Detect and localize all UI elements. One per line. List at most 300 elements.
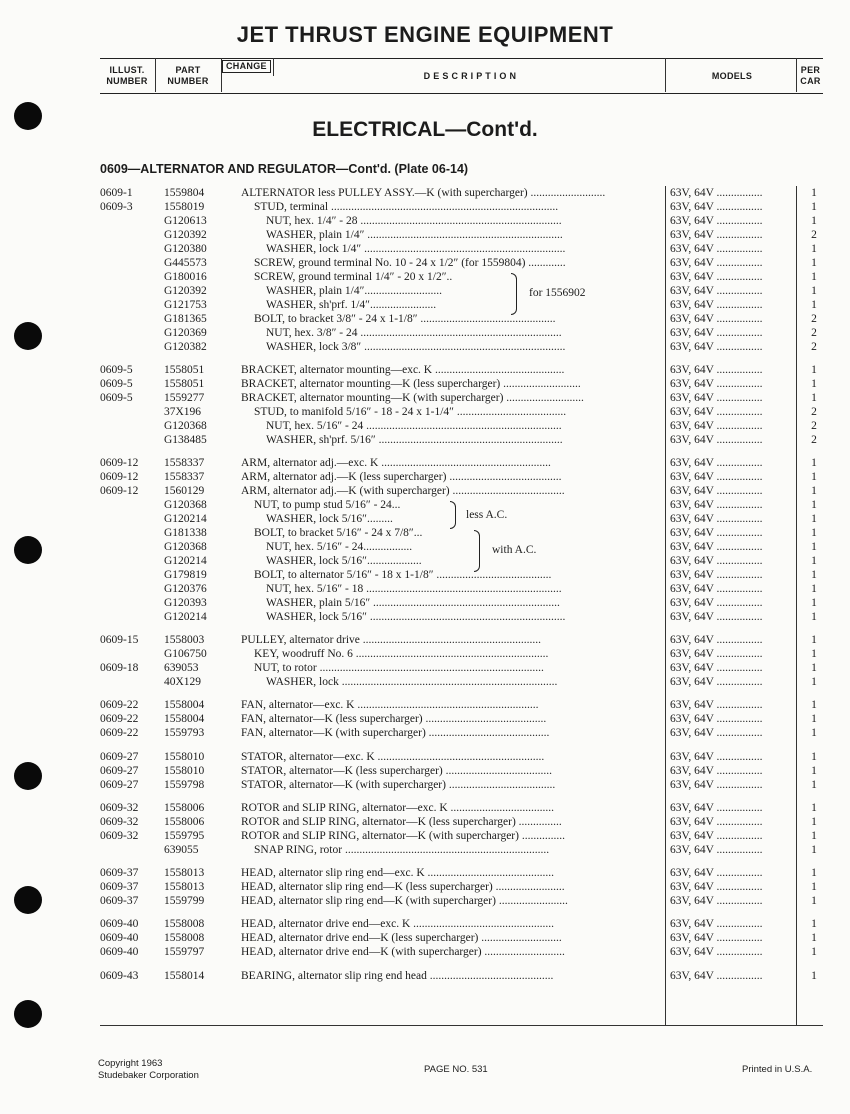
description-cell: WASHER, lock 1/4″ ...................................................................... — [266, 243, 566, 255]
description-cell: STUD, terminal ............................................................................... — [254, 201, 559, 213]
illus-number-cell: 0609-43 — [100, 970, 139, 982]
illus-number-cell: 0609-22 — [100, 713, 139, 725]
per-car-cell: 1 — [811, 378, 817, 390]
models-cell: 63V, 64V ................ — [670, 541, 763, 553]
table-bottom-rule — [100, 1025, 823, 1026]
per-car-cell: 1 — [811, 867, 817, 879]
table-row — [0, 215, 850, 228]
binder-hole — [14, 1000, 42, 1028]
table-row — [0, 257, 850, 270]
illus-number-cell: 0609-5 — [100, 364, 133, 376]
per-car-cell: 1 — [811, 527, 817, 539]
table-row — [0, 881, 850, 894]
per-car-cell: 2 — [811, 341, 817, 353]
description-cell: NUT, to pump stud 5/16″ - 24... — [254, 499, 401, 511]
illus-number-cell: 0609-27 — [100, 765, 139, 777]
col-header-part: PART NUMBER — [167, 65, 209, 86]
part-number-cell: G120380 — [164, 243, 207, 255]
models-cell: 63V, 64V ................ — [670, 513, 763, 525]
models-cell: 63V, 64V ................ — [670, 299, 763, 311]
models-cell: 63V, 64V ................ — [670, 392, 763, 404]
subsection-title: 0609—ALTERNATOR AND REGULATOR—Cont'd. (Plate 06-14) — [100, 162, 469, 176]
models-cell: 63V, 64V ................ — [670, 779, 763, 791]
models-cell: 63V, 64V ................ — [670, 727, 763, 739]
description-cell: ROTOR and SLIP RING, alternator—K (less supercharger) ............... — [241, 816, 562, 828]
per-car-cell: 1 — [811, 765, 817, 777]
models-cell: 63V, 64V ................ — [670, 611, 763, 623]
models-cell: 63V, 64V ................ — [670, 313, 763, 325]
part-number-cell: 1559804 — [164, 187, 205, 199]
per-car-cell: 1 — [811, 844, 817, 856]
description-cell: WASHER, lock 5/16″................... — [266, 555, 422, 567]
note-less-ac: less A.C. — [466, 509, 508, 521]
table-row — [0, 555, 850, 568]
models-cell: 63V, 64V ................ — [670, 257, 763, 269]
header-divider — [796, 58, 797, 92]
description-cell: NUT, hex. 1/4″ - 28 ...................................................................... — [266, 215, 562, 227]
page-number: PAGE NO. 531 — [424, 1064, 488, 1075]
models-cell: 63V, 64V ................ — [670, 327, 763, 339]
table-row — [0, 434, 850, 447]
description-cell: FAN, alternator—K (less supercharger) .......................................... — [241, 713, 547, 725]
per-car-cell: 1 — [811, 583, 817, 595]
col-header-illus: ILLUST. NUMBER — [106, 65, 148, 86]
part-number-cell: 1558004 — [164, 713, 205, 725]
table-row — [0, 699, 850, 712]
col-header-description: D E S C R I P T I O N — [423, 70, 517, 81]
brace-less-ac — [450, 501, 456, 529]
description-cell: ARM, alternator adj.—K (with supercharger) ....................................... — [241, 485, 565, 497]
models-cell: 63V, 64V ................ — [670, 597, 763, 609]
illus-number-cell: 0609-27 — [100, 779, 139, 791]
part-number-cell: 40X129 — [164, 676, 202, 688]
part-number-cell: G120368 — [164, 499, 207, 511]
table-row — [0, 970, 850, 983]
part-number-cell: 1560129 — [164, 485, 205, 497]
per-car-cell: 1 — [811, 648, 817, 660]
table-row — [0, 341, 850, 354]
column-header-bar — [100, 58, 823, 94]
table-row — [0, 918, 850, 931]
table-row — [0, 867, 850, 880]
per-car-cell: 1 — [811, 597, 817, 609]
description-cell: WASHER, sh'prf. 5/16″ ................................................................ — [266, 434, 563, 446]
per-car-cell: 1 — [811, 932, 817, 944]
models-cell: 63V, 64V ................ — [670, 364, 763, 376]
part-number-cell: G120369 — [164, 327, 207, 339]
models-cell: 63V, 64V ................ — [670, 485, 763, 497]
table-row — [0, 713, 850, 726]
part-number-cell: G120214 — [164, 555, 207, 567]
description-cell: WASHER, plain 1/4″ .................................................................... — [266, 229, 563, 241]
part-number-cell: 37X196 — [164, 406, 202, 418]
per-car-cell: 1 — [811, 364, 817, 376]
note-with-ac: with A.C. — [492, 544, 537, 556]
part-number-cell: G120392 — [164, 229, 207, 241]
note-for-1556902: for 1556902 — [529, 287, 586, 299]
brace-for-1556902 — [511, 273, 517, 315]
table-row — [0, 895, 850, 908]
part-number-cell: G120613 — [164, 215, 207, 227]
part-number-cell: G180016 — [164, 271, 207, 283]
per-car-cell: 1 — [811, 676, 817, 688]
illus-number-cell: 0609-37 — [100, 895, 139, 907]
part-number-cell: G120376 — [164, 583, 207, 595]
models-cell: 63V, 64V ................ — [670, 406, 763, 418]
header-divider — [221, 58, 222, 92]
description-cell: NUT, hex. 5/16″ - 24................. — [266, 541, 413, 553]
description-cell: HEAD, alternator slip ring end—exc. K ............................................ — [241, 867, 555, 879]
per-car-cell: 1 — [811, 499, 817, 511]
per-car-cell: 1 — [811, 285, 817, 297]
description-cell: FAN, alternator—K (with supercharger) .......................................... — [241, 727, 550, 739]
part-number-cell: 1558008 — [164, 932, 205, 944]
header-divider — [665, 58, 666, 92]
table-row — [0, 802, 850, 815]
illus-number-cell: 0609-40 — [100, 918, 139, 930]
models-cell: 63V, 64V ................ — [670, 895, 763, 907]
part-number-cell: G120382 — [164, 341, 207, 353]
illus-number-cell: 0609-1 — [100, 187, 133, 199]
per-car-cell: 2 — [811, 406, 817, 418]
description-cell: WASHER, plain 5/16″ ................................................................. — [266, 597, 560, 609]
per-car-cell: 1 — [811, 299, 817, 311]
table-row — [0, 420, 850, 433]
per-car-cell: 1 — [811, 895, 817, 907]
table-row — [0, 648, 850, 661]
table-row — [0, 527, 850, 540]
models-cell: 63V, 64V ................ — [670, 229, 763, 241]
illus-number-cell: 0609-32 — [100, 830, 139, 842]
models-cell: 63V, 64V ................ — [670, 648, 763, 660]
description-cell: BRACKET, alternator mounting—K (with supercharger) ........................... — [241, 392, 584, 404]
part-number-cell: G181338 — [164, 527, 207, 539]
per-car-cell: 1 — [811, 662, 817, 674]
per-car-cell: 1 — [811, 611, 817, 623]
models-cell: 63V, 64V ................ — [670, 471, 763, 483]
part-number-cell: 1559799 — [164, 895, 205, 907]
models-cell: 63V, 64V ................ — [670, 881, 763, 893]
table-row — [0, 569, 850, 582]
table-row — [0, 327, 850, 340]
description-cell: ROTOR and SLIP RING, alternator—exc. K .................................... — [241, 802, 555, 814]
description-cell: SCREW, ground terminal 1/4″ - 20 x 1/2″.. — [254, 271, 453, 283]
part-number-cell: 1558004 — [164, 699, 205, 711]
table-row — [0, 229, 850, 242]
table-row — [0, 499, 850, 512]
table-row — [0, 779, 850, 792]
per-car-cell: 1 — [811, 918, 817, 930]
col-header-models: MODELS — [711, 70, 753, 81]
illus-number-cell: 0609-12 — [100, 485, 139, 497]
description-cell: HEAD, alternator drive end—K (with supercharger) ............................ — [241, 946, 565, 958]
description-cell: WASHER, lock 5/16″......... — [266, 513, 393, 525]
description-cell: BRACKET, alternator mounting—exc. K ............................................. — [241, 364, 565, 376]
models-cell: 63V, 64V ................ — [670, 555, 763, 567]
models-cell: 63V, 64V ................ — [670, 662, 763, 674]
illus-number-cell: 0609-5 — [100, 378, 133, 390]
description-cell: BOLT, to bracket 5/16″ - 24 x 7/8″... — [254, 527, 423, 539]
table-row — [0, 364, 850, 377]
illus-number-cell: 0609-32 — [100, 816, 139, 828]
per-car-cell: 1 — [811, 713, 817, 725]
illus-number-cell: 0609-22 — [100, 727, 139, 739]
part-number-cell: 1558003 — [164, 634, 205, 646]
models-cell: 63V, 64V ................ — [670, 830, 763, 842]
table-row — [0, 378, 850, 391]
table-row — [0, 727, 850, 740]
models-cell: 63V, 64V ................ — [670, 457, 763, 469]
table-row — [0, 513, 850, 526]
part-number-cell: 1558051 — [164, 364, 205, 376]
table-row — [0, 597, 850, 610]
description-cell: HEAD, alternator drive end—exc. K ................................................. — [241, 918, 554, 930]
models-cell: 63V, 64V ................ — [670, 676, 763, 688]
per-car-cell: 1 — [811, 271, 817, 283]
per-car-cell: 1 — [811, 699, 817, 711]
part-number-cell: 1558013 — [164, 881, 205, 893]
table-row — [0, 471, 850, 484]
part-number-cell: G138485 — [164, 434, 207, 446]
per-car-cell: 1 — [811, 970, 817, 982]
part-number-cell: 1558013 — [164, 867, 205, 879]
table-row — [0, 611, 850, 624]
table-row — [0, 541, 850, 554]
per-car-cell: 1 — [811, 485, 817, 497]
part-number-cell: 1559277 — [164, 392, 205, 404]
models-cell: 63V, 64V ................ — [670, 215, 763, 227]
description-cell: WASHER, lock 5/16″ .................................................................... — [266, 611, 566, 623]
models-cell: 63V, 64V ................ — [670, 434, 763, 446]
description-cell: SNAP RING, rotor ....................................................................... — [254, 844, 550, 856]
part-number-cell: G120393 — [164, 597, 207, 609]
illus-number-cell: 0609-15 — [100, 634, 139, 646]
per-car-cell: 1 — [811, 881, 817, 893]
table-row — [0, 583, 850, 596]
description-cell: SCREW, ground terminal No. 10 - 24 x 1/2″ (for 1559804) ............. — [254, 257, 566, 269]
illus-number-cell: 0609-32 — [100, 802, 139, 814]
part-number-cell: 1558010 — [164, 751, 205, 763]
part-number-cell: 639055 — [164, 844, 199, 856]
description-cell: HEAD, alternator drive end—K (less supercharger) ............................ — [241, 932, 562, 944]
table-row — [0, 662, 850, 675]
models-cell: 63V, 64V ................ — [670, 201, 763, 213]
col-header-change-label: CHANGE — [222, 60, 271, 73]
table-row — [0, 676, 850, 689]
models-cell: 63V, 64V ................ — [670, 243, 763, 255]
description-cell: ARM, alternator adj.—K (less supercharger) ....................................... — [241, 471, 562, 483]
description-cell: WASHER, lock ........................................................................... — [266, 676, 558, 688]
per-car-cell: 1 — [811, 187, 817, 199]
table-row — [0, 751, 850, 764]
description-cell: STATOR, alternator—K (with supercharger) ..................................... — [241, 779, 556, 791]
models-cell: 63V, 64V ................ — [670, 499, 763, 511]
description-cell: BEARING, alternator slip ring end head ........................................... — [241, 970, 554, 982]
section-title: ELECTRICAL—Cont'd. — [312, 118, 538, 141]
models-cell: 63V, 64V ................ — [670, 187, 763, 199]
illus-number-cell: 0609-40 — [100, 932, 139, 944]
part-number-cell: 1559797 — [164, 946, 205, 958]
table-row — [0, 243, 850, 256]
description-cell: KEY, woodruff No. 6 ................................................................... — [254, 648, 549, 660]
description-cell: PULLEY, alternator drive .............................................................. — [241, 634, 542, 646]
description-cell: BRACKET, alternator mounting—K (less supercharger) ........................... — [241, 378, 581, 390]
table-row — [0, 201, 850, 214]
models-cell: 63V, 64V ................ — [670, 634, 763, 646]
table-row — [0, 932, 850, 945]
part-number-cell: 1559793 — [164, 727, 205, 739]
description-cell: STATOR, alternator—exc. K .......................................................... — [241, 751, 545, 763]
models-cell: 63V, 64V ................ — [670, 527, 763, 539]
description-cell: WASHER, plain 1/4″........................... — [266, 285, 443, 297]
table-row — [0, 313, 850, 326]
per-car-cell: 1 — [811, 727, 817, 739]
description-cell: HEAD, alternator slip ring end—K (less supercharger) ........................ — [241, 881, 565, 893]
part-number-cell: 639053 — [164, 662, 199, 674]
models-cell: 63V, 64V ................ — [670, 341, 763, 353]
table-row — [0, 271, 850, 284]
table-row — [0, 485, 850, 498]
per-car-cell: 1 — [811, 457, 817, 469]
description-cell: BOLT, to bracket 3/8″ - 24 x 1-1/8″ ............................................... — [254, 313, 556, 325]
footer-copyright — [98, 1058, 199, 1082]
per-car-cell: 1 — [811, 392, 817, 404]
part-number-cell: G120214 — [164, 611, 207, 623]
part-number-cell: 1558014 — [164, 970, 205, 982]
models-cell: 63V, 64V ................ — [670, 420, 763, 432]
table-row — [0, 406, 850, 419]
illus-number-cell: 0609-12 — [100, 457, 139, 469]
printed-in: Printed in U.S.A. — [742, 1064, 813, 1075]
per-car-cell: 1 — [811, 779, 817, 791]
part-number-cell: G445573 — [164, 257, 207, 269]
table-row — [0, 299, 850, 312]
models-cell: 63V, 64V ................ — [670, 378, 763, 390]
description-cell: NUT, hex. 3/8″ - 24 ...................................................................... — [266, 327, 562, 339]
part-number-cell: 1558006 — [164, 802, 205, 814]
table-row — [0, 830, 850, 843]
per-car-cell: 2 — [811, 313, 817, 325]
per-car-cell: 1 — [811, 946, 817, 958]
per-car-cell: 1 — [811, 555, 817, 567]
part-number-cell: 1558010 — [164, 765, 205, 777]
per-car-cell: 1 — [811, 634, 817, 646]
illus-number-cell: 0609-12 — [100, 471, 139, 483]
part-number-cell: G120214 — [164, 513, 207, 525]
table-row — [0, 392, 850, 405]
per-car-cell: 1 — [811, 816, 817, 828]
per-car-cell: 2 — [811, 434, 817, 446]
description-cell: BOLT, to alternator 5/16″ - 18 x 1-1/8″ ........................................ — [254, 569, 552, 581]
description-cell: NUT, hex. 5/16″ - 18 .................................................................... — [266, 583, 562, 595]
table-row — [0, 285, 850, 298]
models-cell: 63V, 64V ................ — [670, 271, 763, 283]
description-cell: STATOR, alternator—K (less supercharger) ..................................... — [241, 765, 553, 777]
description-cell: WASHER, sh'prf. 1/4″....................... — [266, 299, 437, 311]
part-number-cell: G120368 — [164, 541, 207, 553]
models-cell: 63V, 64V ................ — [670, 970, 763, 982]
per-car-cell: 1 — [811, 471, 817, 483]
table-row — [0, 946, 850, 959]
models-cell: 63V, 64V ................ — [670, 844, 763, 856]
per-car-cell: 1 — [811, 513, 817, 525]
publisher-line: Studebaker Corporation — [98, 1070, 199, 1081]
description-cell: FAN, alternator—exc. K ............................................................... — [241, 699, 539, 711]
part-number-cell: 1558337 — [164, 471, 205, 483]
description-cell: NUT, to rotor .............................................................................. — [254, 662, 544, 674]
brace-with-ac — [474, 530, 480, 572]
part-number-cell: G179819 — [164, 569, 207, 581]
per-car-cell: 1 — [811, 569, 817, 581]
part-number-cell: 1559798 — [164, 779, 205, 791]
description-cell: ROTOR and SLIP RING, alternator—K (with supercharger) ............... — [241, 830, 565, 842]
models-cell: 63V, 64V ................ — [670, 713, 763, 725]
illus-number-cell: 0609-37 — [100, 867, 139, 879]
description-cell: HEAD, alternator slip ring end—K (with supercharger) ........................ — [241, 895, 568, 907]
part-number-cell: 1558051 — [164, 378, 205, 390]
illus-number-cell: 0609-40 — [100, 946, 139, 958]
illus-number-cell: 0609-22 — [100, 699, 139, 711]
per-car-cell: 1 — [811, 201, 817, 213]
table-row — [0, 844, 850, 857]
per-car-cell: 2 — [811, 327, 817, 339]
per-car-cell: 1 — [811, 257, 817, 269]
illus-number-cell: 0609-3 — [100, 201, 133, 213]
header-divider — [273, 58, 274, 76]
table-row — [0, 634, 850, 647]
models-cell: 63V, 64V ................ — [670, 765, 763, 777]
per-car-cell: 1 — [811, 215, 817, 227]
part-number-cell: 1558008 — [164, 918, 205, 930]
page-title: JET THRUST ENGINE EQUIPMENT — [236, 22, 614, 47]
part-number-cell: 1558337 — [164, 457, 205, 469]
header-divider — [155, 58, 156, 92]
models-cell: 63V, 64V ................ — [670, 932, 763, 944]
table-row — [0, 816, 850, 829]
part-number-cell: G120392 — [164, 285, 207, 297]
part-number-cell: G181365 — [164, 313, 207, 325]
part-number-cell: G120368 — [164, 420, 207, 432]
part-number-cell: 1558006 — [164, 816, 205, 828]
table-row — [0, 765, 850, 778]
models-cell: 63V, 64V ................ — [670, 583, 763, 595]
table-row — [0, 187, 850, 200]
models-cell: 63V, 64V ................ — [670, 867, 763, 879]
copyright-line: Copyright 1963 — [98, 1058, 163, 1069]
col-header-change — [222, 59, 274, 93]
per-car-cell: 1 — [811, 802, 817, 814]
illus-number-cell: 0609-18 — [100, 662, 139, 674]
description-cell: NUT, hex. 5/16″ - 24 .................................................................... — [266, 420, 562, 432]
models-cell: 63V, 64V ................ — [670, 699, 763, 711]
part-number-cell: G121753 — [164, 299, 207, 311]
table-row — [0, 457, 850, 470]
models-cell: 63V, 64V ................ — [670, 946, 763, 958]
models-cell: 63V, 64V ................ — [670, 918, 763, 930]
per-car-cell: 1 — [811, 541, 817, 553]
models-cell: 63V, 64V ................ — [670, 285, 763, 297]
per-car-cell: 1 — [811, 751, 817, 763]
models-cell: 63V, 64V ................ — [670, 569, 763, 581]
per-car-cell: 2 — [811, 420, 817, 432]
models-cell: 63V, 64V ................ — [670, 816, 763, 828]
description-cell: STUD, to manifold 5/16″ - 18 - 24 x 1-1/4″ ...................................... — [254, 406, 567, 418]
part-number-cell: 1558019 — [164, 201, 205, 213]
part-number-cell: G106750 — [164, 648, 207, 660]
per-car-cell: 1 — [811, 830, 817, 842]
description-cell: ARM, alternator adj.—exc. K ........................................................... — [241, 457, 551, 469]
illus-number-cell: 0609-27 — [100, 751, 139, 763]
